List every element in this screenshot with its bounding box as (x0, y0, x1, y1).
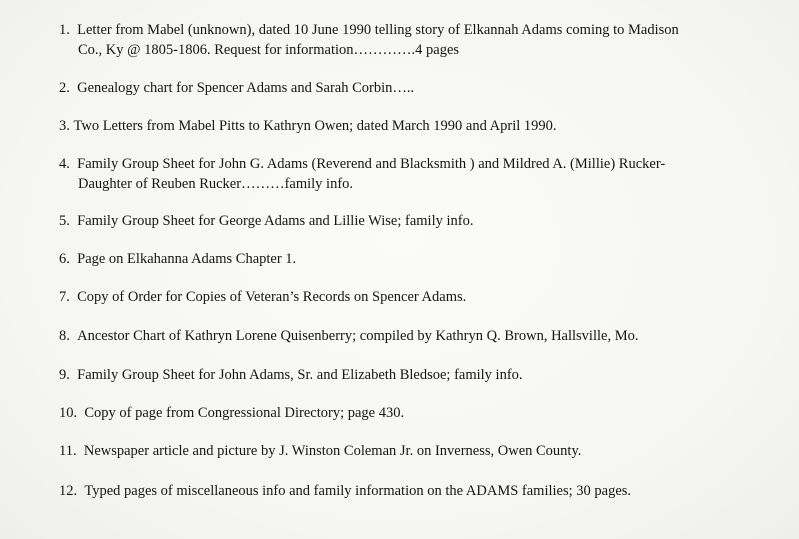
item-text-continued: Daughter of Reuben Rucker………family info. (78, 176, 354, 192)
list-item-9 (59, 365, 523, 385)
item-text-continued: Co., Ky @ 1805-1806. Request for information………….4 pages (78, 42, 460, 58)
list-item-8 (59, 326, 638, 346)
item-number: 11. (59, 443, 77, 459)
item-number: 6. (59, 251, 70, 267)
item-text: Two Letters from Mabel Pitts to Kathryn Owen; dated March 1990 and April 1990. (73, 118, 557, 134)
list-item-11 (59, 441, 581, 461)
item-text: Page on Elkahanna Adams Chapter 1. (77, 251, 297, 267)
item-number: 12. (59, 483, 78, 499)
item-text: Copy of page from Congressional Directory; page 430. (84, 405, 405, 421)
item-number: 5. (59, 213, 70, 229)
list-item-12 (59, 481, 631, 501)
item-text: Ancestor Chart of Kathryn Lorene Quisenberry; compiled by Kathryn Q. Brown, Hallsville, Mo. (77, 328, 639, 344)
item-text: Letter from Mabel (unknown), dated 10 June 1990 telling story of Elkannah Adams coming to Madison (77, 22, 679, 38)
list-item-6 (59, 249, 296, 269)
list-item-2 (59, 78, 414, 98)
list-item-1 (59, 20, 679, 60)
list-item-7 (59, 287, 466, 307)
item-number: 8. (59, 328, 70, 344)
item-number: 3. (59, 118, 70, 134)
item-number: 2. (59, 80, 70, 96)
item-text: Family Group Sheet for John Adams, Sr. and Elizabeth Bledsoe; family info. (77, 367, 523, 383)
item-number: 9. (59, 367, 70, 383)
item-text: Genealogy chart for Spencer Adams and Sarah Corbin….. (77, 80, 415, 96)
list-item-5 (59, 211, 473, 231)
item-number: 1. (59, 22, 70, 38)
list-item-3 (59, 116, 557, 136)
item-text: Copy of Order for Copies of Veteran’s Records on Spencer Adams. (77, 289, 467, 305)
item-number: 7. (59, 289, 70, 305)
item-text: Typed pages of miscellaneous info and family information on the ADAMS families; 30 pages. (84, 483, 632, 499)
list-item-4 (59, 154, 665, 194)
item-text: Family Group Sheet for George Adams and Lillie Wise; family info. (77, 213, 474, 229)
item-number: 10. (59, 405, 78, 421)
list-item-10 (59, 403, 404, 423)
item-text: Newspaper article and picture by J. Winston Coleman Jr. on Inverness, Owen County. (83, 443, 582, 459)
item-text: Family Group Sheet for John G. Adams (Reverend and Blacksmith ) and Mildred A. (Millie) Rucker- (77, 156, 666, 172)
item-number: 4. (59, 156, 70, 172)
